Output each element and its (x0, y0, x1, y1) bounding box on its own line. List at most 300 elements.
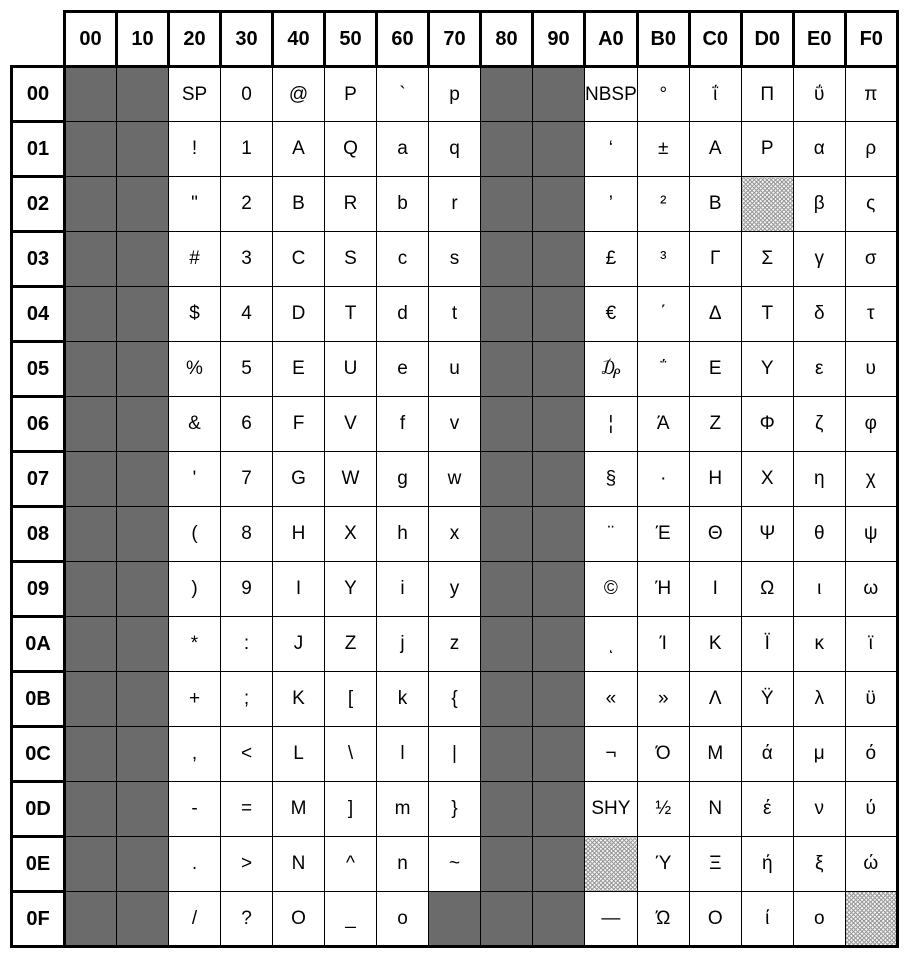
character-cell: P (325, 67, 377, 122)
control-code-cell (533, 672, 585, 727)
character-cell: T (325, 287, 377, 342)
character-cell: Y (325, 562, 377, 617)
character-cell: * (169, 617, 221, 672)
control-code-cell (117, 727, 169, 782)
control-code-cell (481, 837, 533, 892)
row-header: 00 (12, 67, 65, 122)
character-cell: v (429, 397, 481, 452)
column-header: E0 (793, 12, 845, 67)
character-cell: ΄ (637, 287, 689, 342)
character-cell: ± (637, 122, 689, 177)
character-cell: ό (845, 727, 897, 782)
character-cell: f (377, 397, 429, 452)
control-code-cell (481, 67, 533, 122)
row-header: 05 (12, 342, 65, 397)
character-cell: ; (221, 672, 273, 727)
character-cell: η (793, 452, 845, 507)
table-row (12, 837, 898, 892)
column-header: 30 (221, 12, 273, 67)
control-code-cell (65, 452, 117, 507)
control-code-cell (65, 782, 117, 837)
control-code-cell (533, 727, 585, 782)
character-cell: γ (793, 232, 845, 287)
character-cell: @ (273, 67, 325, 122)
control-code-cell (117, 782, 169, 837)
character-cell: ω (845, 562, 897, 617)
character-cell: { (429, 672, 481, 727)
character-cell: Η (689, 452, 741, 507)
column-header: 20 (169, 12, 221, 67)
undefined-cell (741, 177, 793, 232)
control-code-cell (533, 507, 585, 562)
character-cell: Τ (741, 287, 793, 342)
character-cell: Ξ (689, 837, 741, 892)
character-cell: H (273, 507, 325, 562)
character-set-table (10, 10, 899, 948)
row-header: 02 (12, 177, 65, 232)
control-code-cell (65, 892, 117, 947)
character-cell: Θ (689, 507, 741, 562)
control-code-cell (533, 122, 585, 177)
character-cell: Δ (689, 287, 741, 342)
character-cell: j (377, 617, 429, 672)
character-cell: κ (793, 617, 845, 672)
character-cell: 8 (221, 507, 273, 562)
table-row (12, 177, 898, 232)
character-cell: ϊ (845, 617, 897, 672)
control-code-cell (65, 507, 117, 562)
column-header: 00 (65, 12, 117, 67)
character-cell: A (273, 122, 325, 177)
character-cell: 1 (221, 122, 273, 177)
character-cell: £ (585, 232, 638, 287)
control-code-cell (533, 287, 585, 342)
character-cell: \ (325, 727, 377, 782)
character-cell: X (325, 507, 377, 562)
undefined-cell (845, 892, 897, 947)
column-header: 90 (533, 12, 585, 67)
character-cell: Ϊ (741, 617, 793, 672)
control-code-cell (117, 452, 169, 507)
character-cell: Ν (689, 782, 741, 837)
character-cell: [ (325, 672, 377, 727)
column-header: D0 (741, 12, 793, 67)
control-code-cell (65, 342, 117, 397)
character-cell: O (273, 892, 325, 947)
control-code-cell (117, 232, 169, 287)
control-code-cell (533, 562, 585, 617)
character-cell: Ψ (741, 507, 793, 562)
control-code-cell (533, 177, 585, 232)
character-cell: , (169, 727, 221, 782)
table-row (12, 727, 898, 782)
character-cell: Α (689, 122, 741, 177)
character-cell: u (429, 342, 481, 397)
character-cell: χ (845, 452, 897, 507)
character-cell: R (325, 177, 377, 232)
character-cell: t (429, 287, 481, 342)
character-cell: Ό (637, 727, 689, 782)
control-code-cell (65, 67, 117, 122)
character-cell: ΰ (793, 67, 845, 122)
character-cell: SHY (585, 782, 638, 837)
character-cell: ^ (325, 837, 377, 892)
control-code-cell (65, 617, 117, 672)
row-header: 0E (12, 837, 65, 892)
column-header: C0 (689, 12, 741, 67)
character-cell: k (377, 672, 429, 727)
character-cell: - (169, 782, 221, 837)
character-cell: N (273, 837, 325, 892)
row-header: 04 (12, 287, 65, 342)
column-header: 50 (325, 12, 377, 67)
character-cell: Ή (637, 562, 689, 617)
character-cell: Z (325, 617, 377, 672)
character-cell: Ύ (637, 837, 689, 892)
table-row (12, 562, 898, 617)
character-cell: Ά (637, 397, 689, 452)
column-header: 10 (117, 12, 169, 67)
character-cell: ξ (793, 837, 845, 892)
row-header: 08 (12, 507, 65, 562)
column-header: 70 (429, 12, 481, 67)
character-cell: ο (793, 892, 845, 947)
control-code-cell (117, 562, 169, 617)
character-cell: ½ (637, 782, 689, 837)
character-cell: W (325, 452, 377, 507)
character-cell: ι (793, 562, 845, 617)
control-code-cell (481, 562, 533, 617)
control-code-cell (481, 287, 533, 342)
character-cell: ' (169, 452, 221, 507)
table-row (12, 892, 898, 947)
character-cell: © (585, 562, 638, 617)
character-cell: l (377, 727, 429, 782)
character-cell: ¬ (585, 727, 638, 782)
table-row (12, 672, 898, 727)
character-cell: = (221, 782, 273, 837)
character-cell: ] (325, 782, 377, 837)
character-cell: % (169, 342, 221, 397)
character-cell: / (169, 892, 221, 947)
character-cell: € (585, 287, 638, 342)
character-cell: < (221, 727, 273, 782)
control-code-cell (481, 452, 533, 507)
character-cell: p (429, 67, 481, 122)
row-header: 01 (12, 122, 65, 177)
character-cell: ϋ (845, 672, 897, 727)
character-cell: ( (169, 507, 221, 562)
control-code-cell (481, 617, 533, 672)
character-cell: Ο (689, 892, 741, 947)
control-code-cell (117, 892, 169, 947)
character-cell: λ (793, 672, 845, 727)
character-cell: m (377, 782, 429, 837)
character-cell: π (845, 67, 897, 122)
character-cell: U (325, 342, 377, 397)
control-code-cell (117, 507, 169, 562)
character-cell: M (273, 782, 325, 837)
row-header: 0A (12, 617, 65, 672)
character-cell: δ (793, 287, 845, 342)
control-code-cell (533, 782, 585, 837)
control-code-cell (481, 122, 533, 177)
character-cell: J (273, 617, 325, 672)
control-code-cell (65, 837, 117, 892)
table-row (12, 342, 898, 397)
character-cell: s (429, 232, 481, 287)
row-header: 07 (12, 452, 65, 507)
character-cell: ! (169, 122, 221, 177)
character-cell: Γ (689, 232, 741, 287)
character-cell: F (273, 397, 325, 452)
control-code-cell (117, 672, 169, 727)
character-cell: · (637, 452, 689, 507)
character-cell: ΅ (637, 342, 689, 397)
character-cell: ή (741, 837, 793, 892)
character-cell: έ (741, 782, 793, 837)
character-cell: 2 (221, 177, 273, 232)
character-cell: Ώ (637, 892, 689, 947)
character-cell: C (273, 232, 325, 287)
control-code-cell (533, 617, 585, 672)
character-cell: n (377, 837, 429, 892)
control-code-cell (65, 287, 117, 342)
control-code-cell (533, 892, 585, 947)
control-code-cell (481, 342, 533, 397)
character-cell: ώ (845, 837, 897, 892)
table-row (12, 782, 898, 837)
character-cell: ν (793, 782, 845, 837)
character-cell: 5 (221, 342, 273, 397)
character-cell: ¦ (585, 397, 638, 452)
row-header: 0D (12, 782, 65, 837)
control-code-cell (117, 122, 169, 177)
character-cell: b (377, 177, 429, 232)
character-cell: § (585, 452, 638, 507)
row-header: 09 (12, 562, 65, 617)
character-cell: ₯ (585, 342, 638, 397)
control-code-cell (429, 892, 481, 947)
character-cell: θ (793, 507, 845, 562)
character-cell: ― (585, 892, 638, 947)
control-code-cell (481, 177, 533, 232)
character-cell: ΐ (689, 67, 741, 122)
character-cell: _ (325, 892, 377, 947)
column-header: 60 (377, 12, 429, 67)
control-code-cell (117, 342, 169, 397)
character-cell: ά (741, 727, 793, 782)
control-code-cell (117, 67, 169, 122)
control-code-cell (481, 727, 533, 782)
character-cell: Έ (637, 507, 689, 562)
control-code-cell (533, 342, 585, 397)
column-header: F0 (845, 12, 897, 67)
character-cell: z (429, 617, 481, 672)
character-cell: S (325, 232, 377, 287)
character-cell: Λ (689, 672, 741, 727)
character-cell: Ρ (741, 122, 793, 177)
character-cell: Φ (741, 397, 793, 452)
character-cell: d (377, 287, 429, 342)
character-cell: g (377, 452, 429, 507)
character-cell: ‘ (585, 122, 638, 177)
character-cell: y (429, 562, 481, 617)
character-cell: NBSP (585, 67, 638, 122)
control-code-cell (65, 177, 117, 232)
character-cell: : (221, 617, 273, 672)
row-header: 03 (12, 232, 65, 287)
character-cell: ε (793, 342, 845, 397)
character-cell: | (429, 727, 481, 782)
character-cell: Χ (741, 452, 793, 507)
character-cell: B (273, 177, 325, 232)
character-cell: ¨ (585, 507, 638, 562)
character-cell: a (377, 122, 429, 177)
character-cell: » (637, 672, 689, 727)
character-cell: ψ (845, 507, 897, 562)
table-row (12, 232, 898, 287)
character-cell: Π (741, 67, 793, 122)
character-cell: c (377, 232, 429, 287)
character-cell: i (377, 562, 429, 617)
character-cell: φ (845, 397, 897, 452)
control-code-cell (481, 892, 533, 947)
character-cell: ί (741, 892, 793, 947)
character-cell: ? (221, 892, 273, 947)
character-cell: > (221, 837, 273, 892)
control-code-cell (533, 452, 585, 507)
control-code-cell (481, 507, 533, 562)
column-header: 40 (273, 12, 325, 67)
character-cell: 3 (221, 232, 273, 287)
row-header: 0B (12, 672, 65, 727)
character-cell: τ (845, 287, 897, 342)
row-header: 0C (12, 727, 65, 782)
control-code-cell (65, 562, 117, 617)
table-row (12, 452, 898, 507)
control-code-cell (65, 122, 117, 177)
character-cell: V (325, 397, 377, 452)
character-cell: 7 (221, 452, 273, 507)
control-code-cell (117, 617, 169, 672)
character-cell: SP (169, 67, 221, 122)
character-cell: Q (325, 122, 377, 177)
control-code-cell (117, 287, 169, 342)
character-cell: 0 (221, 67, 273, 122)
character-cell: I (273, 562, 325, 617)
control-code-cell (533, 397, 585, 452)
control-code-cell (481, 782, 533, 837)
character-cell: α (793, 122, 845, 177)
character-cell: . (169, 837, 221, 892)
control-code-cell (533, 232, 585, 287)
character-cell: x (429, 507, 481, 562)
control-code-cell (481, 232, 533, 287)
table-row (12, 617, 898, 672)
table-row (12, 67, 898, 122)
character-cell: Μ (689, 727, 741, 782)
character-cell: Σ (741, 232, 793, 287)
character-cell: ͺ (585, 617, 638, 672)
character-cell: ρ (845, 122, 897, 177)
column-header: B0 (637, 12, 689, 67)
character-cell: w (429, 452, 481, 507)
character-cell: e (377, 342, 429, 397)
character-cell: Ι (689, 562, 741, 617)
character-cell: D (273, 287, 325, 342)
character-cell: υ (845, 342, 897, 397)
character-cell: & (169, 397, 221, 452)
control-code-cell (481, 672, 533, 727)
character-cell: 9 (221, 562, 273, 617)
character-cell: ° (637, 67, 689, 122)
character-cell: q (429, 122, 481, 177)
character-cell: σ (845, 232, 897, 287)
table-row (12, 122, 898, 177)
character-cell: } (429, 782, 481, 837)
control-code-cell (533, 837, 585, 892)
character-cell: r (429, 177, 481, 232)
table-row (12, 287, 898, 342)
character-cell: ~ (429, 837, 481, 892)
character-cell: ύ (845, 782, 897, 837)
character-cell: h (377, 507, 429, 562)
character-cell: ` (377, 67, 429, 122)
column-header: 80 (481, 12, 533, 67)
character-cell: ³ (637, 232, 689, 287)
control-code-cell (65, 727, 117, 782)
character-cell: G (273, 452, 325, 507)
column-header: A0 (585, 12, 638, 67)
character-cell: Κ (689, 617, 741, 672)
character-cell: E (273, 342, 325, 397)
corner-cell (12, 12, 65, 67)
character-cell: ’ (585, 177, 638, 232)
character-cell: μ (793, 727, 845, 782)
control-code-cell (65, 397, 117, 452)
character-cell: ) (169, 562, 221, 617)
character-cell: L (273, 727, 325, 782)
character-cell: ς (845, 177, 897, 232)
control-code-cell (533, 67, 585, 122)
character-cell: o (377, 892, 429, 947)
character-cell: « (585, 672, 638, 727)
character-cell: Ϋ (741, 672, 793, 727)
control-code-cell (65, 232, 117, 287)
character-cell: " (169, 177, 221, 232)
character-cell: Ζ (689, 397, 741, 452)
character-cell: Υ (741, 342, 793, 397)
character-cell: Ω (741, 562, 793, 617)
control-code-cell (117, 397, 169, 452)
character-cell: ζ (793, 397, 845, 452)
character-cell: Ε (689, 342, 741, 397)
undefined-cell (585, 837, 638, 892)
character-cell: Ί (637, 617, 689, 672)
character-cell: Β (689, 177, 741, 232)
control-code-cell (117, 177, 169, 232)
table-row (12, 507, 898, 562)
character-cell: $ (169, 287, 221, 342)
control-code-cell (65, 672, 117, 727)
character-cell: + (169, 672, 221, 727)
character-cell: K (273, 672, 325, 727)
character-cell: β (793, 177, 845, 232)
table-row (12, 397, 898, 452)
character-cell: 6 (221, 397, 273, 452)
character-cell: ² (637, 177, 689, 232)
